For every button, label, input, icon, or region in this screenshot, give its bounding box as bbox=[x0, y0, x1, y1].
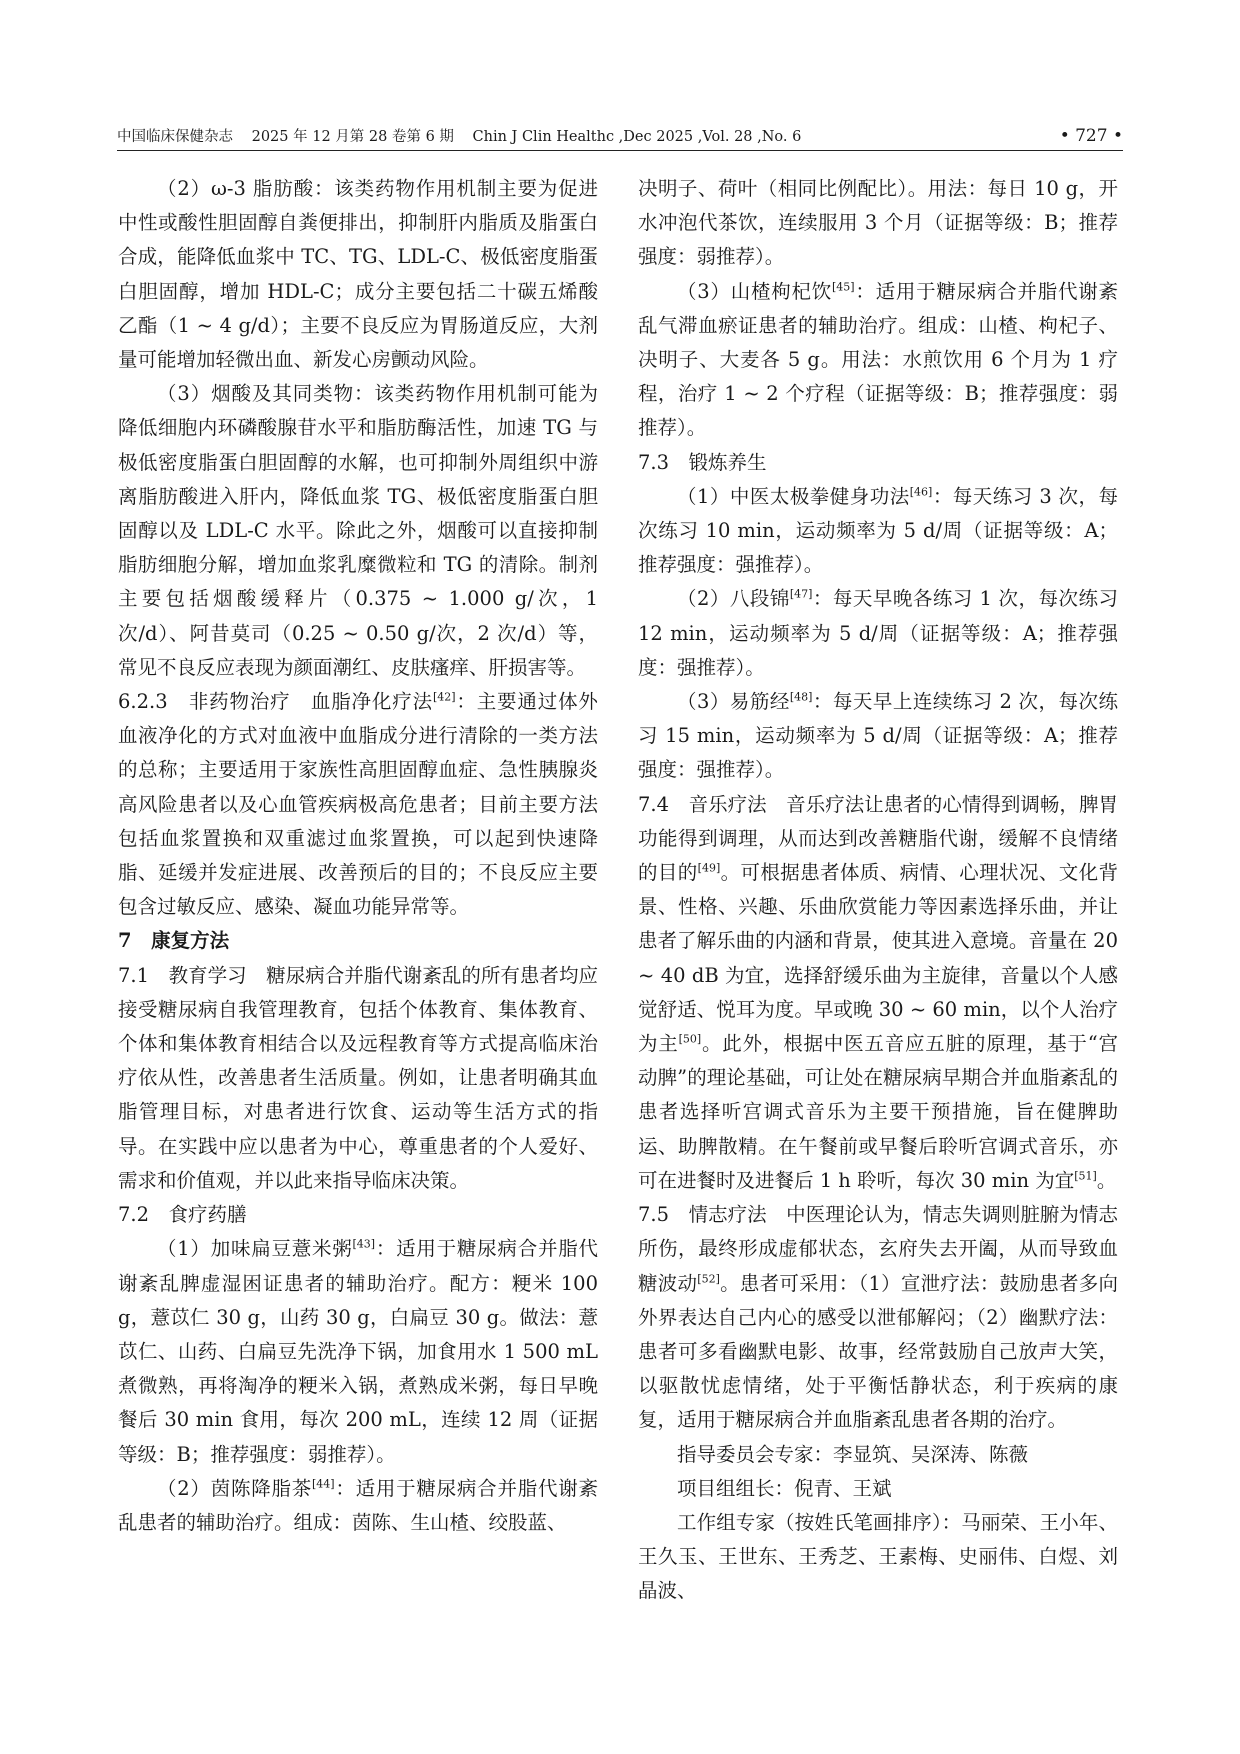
working-group: 工作组专家（按姓氏笔画排序）：马丽荣、王小年、王久玉、王世东、王秀芝、王素梅、史丽伟、白煜、刘晶波、 bbox=[638, 1510, 1118, 1603]
citation: [44] bbox=[312, 1477, 335, 1491]
section-body: 音乐疗法让患者的心情得到调畅，脾胃功能得到调理，从而达到改善糖脂代谢，缓解不良情绪的目的 bbox=[638, 792, 1118, 885]
guidance-committee: 指导委员会专家：李显筑、吴深涛、陈薇 bbox=[677, 1442, 1029, 1466]
item-body: ：每天早上连续练习 2 次，每次练习 15 min，运动频率为 5 d/周（证据等级：A；推荐强度：强推荐）。 bbox=[638, 690, 1118, 782]
item-title: （3）易筋经 bbox=[677, 690, 790, 714]
section-number: 7.2 bbox=[118, 1203, 150, 1227]
citation: [50] bbox=[678, 1032, 702, 1046]
citation: [43] bbox=[352, 1237, 376, 1251]
paragraph-diet-2 bbox=[118, 1472, 598, 1540]
citation: [42] bbox=[432, 690, 456, 704]
citation: [49] bbox=[697, 861, 721, 875]
section-body: 糖尿病合并脂代谢紊乱的所有患者均应接受糖尿病自我管理教育，包括个体教育、集体教育、个体和集体教育相结合以及远程教育等方式提高临床治疗依从性，改善患者生活质量。例如，让患者明确其血脂管理目标，对患者进行饮食、运动等生活方式的指导。在实践中应以患者为中心，尊重患者的个人爱好、需求和价值观，并以此来指导临床决策。 bbox=[118, 963, 598, 1192]
section-body: 。此外，根据中医五音应五脏的原理，基于“宫动脾”的理论基础，可让处在糖尿病早期合并血脂紊乱的患者选择听宫调式音乐为主要干预措施，旨在健脾助运、助脾散精。在午餐前或早餐后聆听宫调式音乐，亦可在进餐时及进餐后 1 h 聆听，每次 30 min 为宜 bbox=[638, 1032, 1118, 1192]
right-column bbox=[638, 172, 1118, 1609]
left-column bbox=[118, 172, 598, 1540]
section-body: ：主要通过体外血液净化的方式对血液中血脂成分进行清除的一类方法的总称；主要适用于家族性高胆固醇血症、急性胰腺炎高风险患者以及心血管疾病极高危患者；目前主要方法包括血浆置换和双重滤过血浆置换，可以起到快速降脂、延缓并发症进展、改善预后的目的；不良反应主要包含过敏反应、感染、凝血功能异常等。 bbox=[118, 690, 598, 919]
section-title: 康复方法 bbox=[151, 929, 230, 953]
section-number: 7.5 bbox=[638, 1203, 670, 1227]
section-7-3-heading bbox=[638, 446, 1118, 480]
item-body: ：每天练习 3 次，每次练习 10 min，运动频率为 5 d/周（证据等级：A；推荐强度：强推荐）。 bbox=[638, 484, 1118, 577]
section-title: 音乐疗法 bbox=[688, 792, 767, 816]
paragraph-exercise-1 bbox=[638, 480, 1118, 583]
paragraph-omega3: （2）ω-3 脂肪酸：该类药物作用机制主要为促进中性或酸性胆固醇自粪便排出，抑制肝内脂质及脂蛋白合成，能降低血浆中 TC、TG、LDL-C、极低密度脂蛋白胆固醇，增加 HDL-C；成分主要包括二十碳五烯酸乙酯（1 ~ 4 g/d）；主要不良反应为胃肠道反应，大剂量可能增加轻微出血、新发心房颤动风险。 bbox=[118, 177, 598, 372]
item-body: ：适用于糖尿病合并脂代谢紊乱气滞血瘀证患者的辅助治疗。组成：山楂、枸杞子、决明子、大麦各 5 g。用法：水煎饮用 6 个月为 1 疗程，治疗 1 ~ 2 个疗程（证据等级：B；推荐强度：弱推荐）。 bbox=[638, 279, 1118, 440]
section-7-1 bbox=[118, 959, 598, 1198]
section-number: 7.1 bbox=[118, 963, 150, 987]
paragraph-diet-1 bbox=[118, 1232, 598, 1471]
citation: [51] bbox=[1074, 1169, 1097, 1183]
item-body: ：适用于糖尿病合并脂代谢紊乱脾虚湿困证患者的辅助治疗。配方：粳米 100 g，薏苡仁 30 g，山药 30 g，白扁豆 30 g。做法：薏苡仁、山药、白扁豆先洗净下锅，加食用水 1 500 mL 煮微熟，再将淘净的粳米入锅，煮熟成米粥，每日早晚餐后 30 min 食用，每次 200 mL，连续 12 周（证据等级：B；推荐强度：弱推荐）。 bbox=[118, 1237, 598, 1466]
section-title: 非药物治疗 bbox=[188, 690, 291, 714]
paragraph-niacin: （3）烟酸及其同类物：该类药物作用机制可能为降低细胞内环磷酸腺苷水平和脂肪酶活性，加速 TG 与极低密度脂蛋白胆固醇的水解，也可抑制外周组织中游离脂肪酸进入肝内，降低血浆 TG、极低密度脂蛋白胆固醇以及 LDL-C 水平。除此之外，烟酸可以直接抑制脂肪细胞分解，增加血浆乳糜微粒和 TG 的清除。制剂主要包括烟酸缓释片（0.375 ~ 1.000 g/次，1 次/d）、阿昔莫司（0.25 ~ 0.50 g/次，2 次/d）等，常见不良反应表现为颜面潮红、皮肤瘙痒、肝损害等。 bbox=[118, 382, 598, 679]
section-title: 锻炼养生 bbox=[688, 450, 767, 474]
section-6-2-3 bbox=[118, 685, 598, 924]
subsection-title: 血脂净化疗法 bbox=[310, 690, 433, 714]
citation: [46] bbox=[909, 485, 933, 499]
running-header bbox=[117, 118, 1123, 151]
citation: [47] bbox=[789, 587, 813, 601]
section-title: 食疗药膳 bbox=[168, 1203, 247, 1227]
journal-info-en: Chin J Clin Healthc ,Dec 2025 ,Vol. 28 ,No. 6 bbox=[472, 129, 802, 145]
section-number: 7.4 bbox=[638, 792, 670, 816]
item-title: （2）八段锦 bbox=[677, 587, 790, 611]
item-title: （1）加味扁豆薏米粥 bbox=[157, 1237, 353, 1261]
journal-info bbox=[117, 125, 815, 146]
section-body: 。患者可采用：（1）宣泄疗法：鼓励患者多向外界表达自己内心的感受以泄郁解闷；（2）幽默疗法：患者可多看幽默电影、故事，经常鼓励自己放声大笑，以驱散忧虑情绪，处于平衡恬静状态，利于疾病的康复，适用于糖尿病合并血脂紊乱患者各期的治疗。 bbox=[638, 1271, 1118, 1432]
paragraph-exercise-2 bbox=[638, 582, 1118, 685]
citation: [52] bbox=[697, 1272, 720, 1285]
section-7-4 bbox=[638, 788, 1118, 1198]
section-body: 。可根据患者体质、病情、心理状况、文化背景、性格、兴趣、乐曲欣赏能力等因素选择乐曲，并让患者了解乐曲的内涵和背景，使其进入意境。音量在 20 ~ 40 dB 为宜，选择舒缓乐曲为主旋律，音量以个人感觉舒适、悦耳为度。早或晚 30 ~ 60 min，以个人治疗为主 bbox=[638, 861, 1118, 1056]
section-title: 教育学习 bbox=[168, 963, 247, 987]
section-7-heading bbox=[118, 924, 598, 958]
section-7-5 bbox=[638, 1198, 1118, 1437]
item-body: ：每天早晚各练习 1 次，每次练习 12 min，运动频率为 5 d/周（证据等级：A；推荐强度：强推荐）。 bbox=[638, 587, 1118, 679]
section-body: 中医理论认为，情志失调则脏腑为情志所伤，最终形成虚郁状态，玄府失去开阖，从而导致血糖波动 bbox=[638, 1203, 1118, 1295]
item-title: （1）中医太极拳健身功法 bbox=[677, 484, 910, 508]
paragraph-diet-3 bbox=[638, 275, 1118, 446]
section-body: 。 bbox=[1096, 1168, 1117, 1192]
section-7-2-heading bbox=[118, 1198, 598, 1232]
page-number: • 727 • bbox=[1059, 126, 1123, 146]
item-title: （3）山楂枸杞饮 bbox=[677, 279, 832, 303]
item-body: ：适用于糖尿病合并脂代谢紊乱患者的辅助治疗。组成：茵陈、生山楂、绞股蓝、 bbox=[118, 1476, 598, 1534]
citation: [45] bbox=[832, 280, 855, 294]
citation: [48] bbox=[789, 690, 813, 704]
section-number: 6.2.3 bbox=[118, 690, 168, 714]
section-number: 7.3 bbox=[638, 450, 670, 474]
paragraph-exercise-3 bbox=[638, 685, 1118, 788]
project-leader: 项目组组长：倪青、王斌 bbox=[677, 1476, 892, 1500]
section-number: 7 bbox=[118, 929, 132, 953]
paragraph-continued: 决明子、荷叶（相同比例配比）。用法：每日 10 g，开水冲泡代茶饮，连续服用 3 个月（证据等级：B；推荐强度：弱推荐）。 bbox=[638, 177, 1118, 269]
item-title: （2）茵陈降脂茶 bbox=[157, 1476, 312, 1500]
issue-info-cn: 2025 年 12 月第 28 卷第 6 期 bbox=[251, 129, 454, 145]
journal-name-cn: 中国临床保健杂志 bbox=[117, 129, 233, 145]
section-title: 情志疗法 bbox=[688, 1203, 767, 1227]
